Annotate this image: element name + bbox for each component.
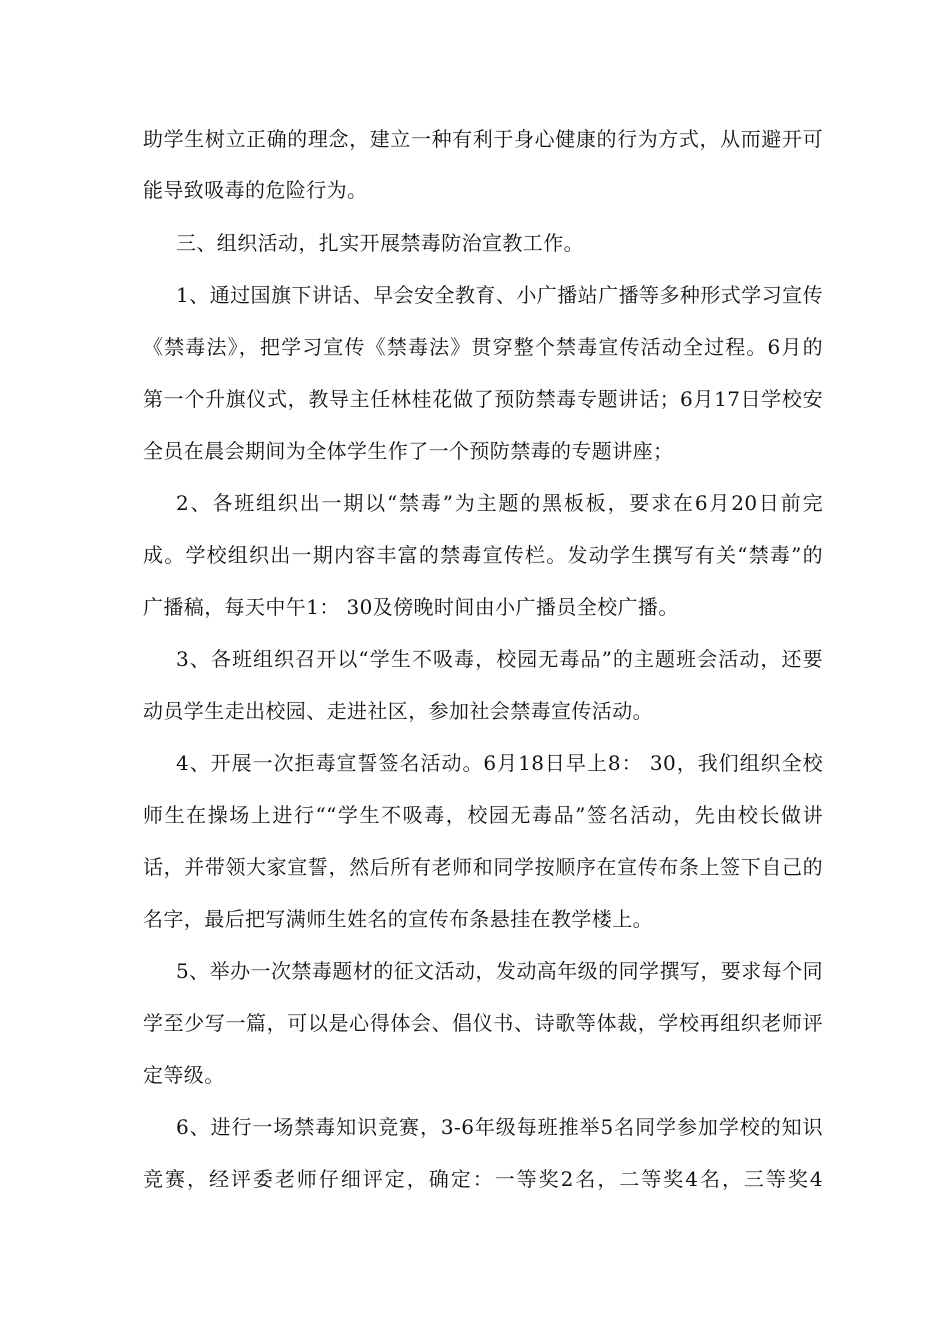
paragraph-line: 6、进行一场禁毒知识竞赛，3-6年级每班推举5名同学参加学校的知识 [176, 1115, 823, 1139]
paragraph-line: 《禁毒法》，把学习宣传《禁毒法》贯穿整个禁毒宣传活动全过程。6月的 [143, 335, 823, 359]
paragraph-line: 全员在晨会期间为全体学生作了一个预防禁毒的专题讲座； [143, 439, 674, 463]
paragraph-line: 名字，最后把写满师生姓名的宣传布条悬挂在教学楼上。 [143, 907, 653, 931]
paragraph-line: 3、各班组织召开以“学生不吸毒，校园无毒品”的主题班会活动，还要 [176, 647, 823, 671]
paragraph-line: 1、通过国旗下讲话、早会安全教育、小广播站广播等多种形式学习宣传 [176, 283, 823, 307]
paragraph-line: 2、各班组织出一期以“禁毒”为主题的黑板板，要求在6月20日前完 [176, 491, 823, 515]
paragraph-line: 定等级。 [143, 1063, 225, 1087]
paragraph-line: 话，并带领大家宣誓，然后所有老师和同学按顺序在宣传布条上签下自己的 [143, 855, 823, 879]
paragraph-line: 5、举办一次禁毒题材的征文活动，发动高年级的同学撰写，要求每个同 [176, 959, 823, 983]
section-heading: 三、组织活动，扎实开展禁毒防治宣教工作。 [176, 231, 584, 255]
paragraph-line: 第一个升旗仪式，教导主任林桂花做了预防禁毒专题讲话；6月17日学校安 [143, 387, 823, 411]
paragraph-line: 能导致吸毒的危险行为。 [143, 178, 368, 202]
paragraph-line: 动员学生走出校园、走进社区，参加社会禁毒宣传活动。 [143, 699, 653, 723]
paragraph-line: 学至少写一篇，可以是心得体会、倡仪书、诗歌等体裁，学校再组织老师评 [143, 1011, 823, 1035]
paragraph-line: 助学生树立正确的理念，建立一种有利于身心健康的行为方式，从而避开可 [143, 127, 823, 151]
paragraph-line: 成。学校组织出一期内容丰富的禁毒宣传栏。发动学生撰写有关“禁毒”的 [143, 543, 823, 567]
paragraph-line: 师生在操场上进行““学生不吸毒，校园无毒品”签名活动，先由校长做讲 [143, 803, 823, 827]
paragraph-line: 广播稿，每天中午1： 30及傍晚时间由小广播员全校广播。 [143, 595, 679, 619]
paragraph-line: 4、开展一次拒毒宣誓签名活动。6月18日早上8： 30，我们组织全校 [176, 751, 823, 775]
paragraph-line: 竞赛，经评委老师仔细评定，确定：一等奖2名，二等奖4名，三等奖4 [143, 1167, 823, 1191]
